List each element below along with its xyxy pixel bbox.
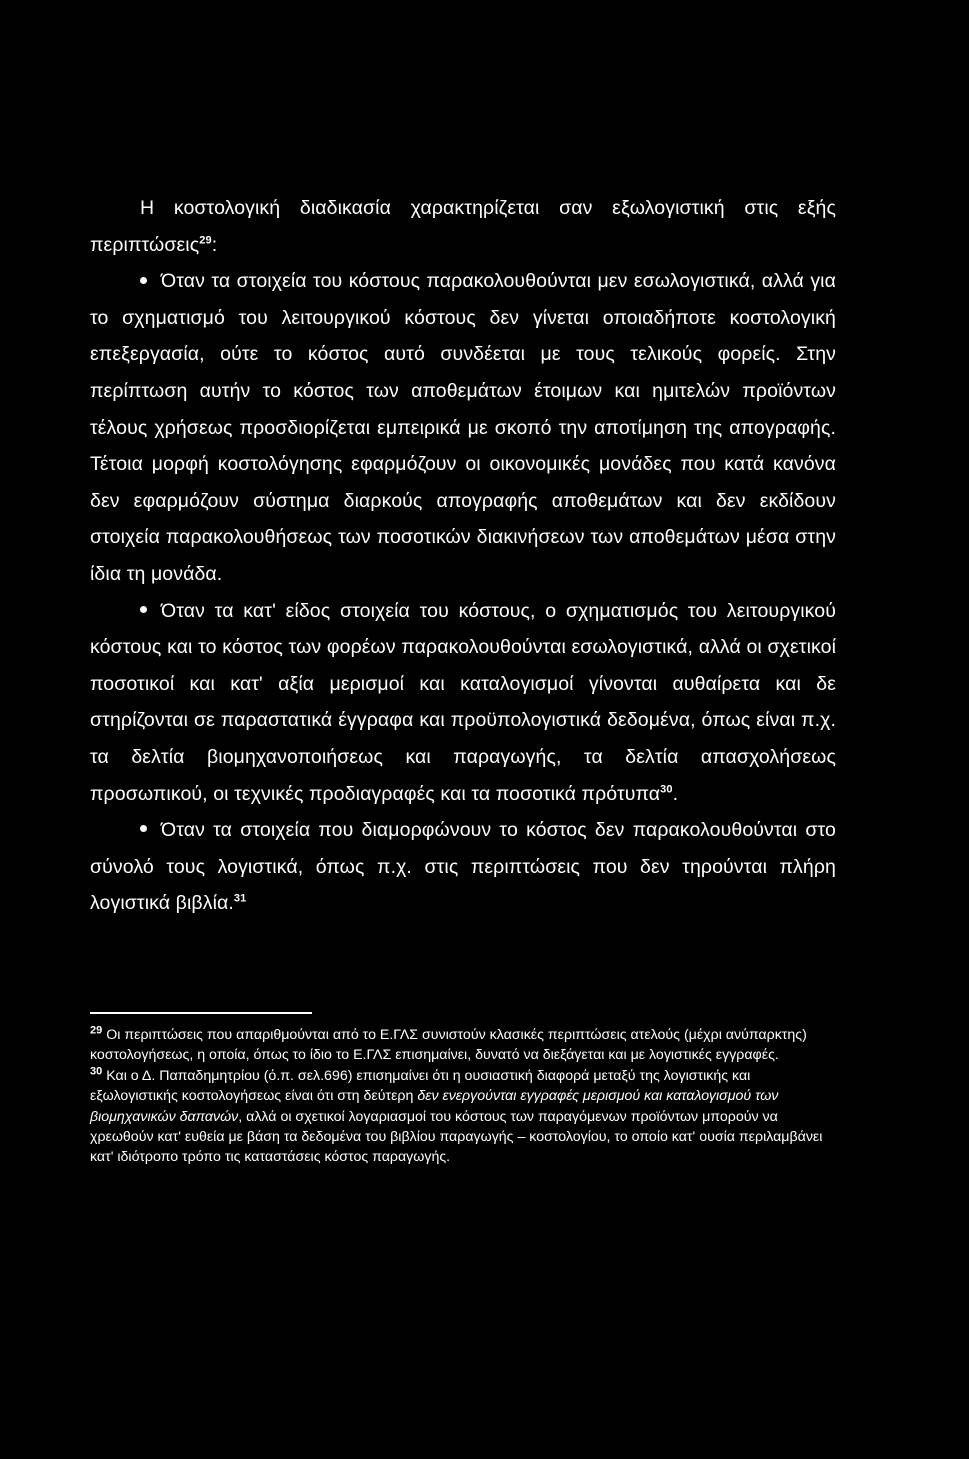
bullet-dot-icon (140, 277, 147, 284)
intro-paragraph (90, 190, 836, 263)
intro-colon: : (211, 233, 218, 256)
footnote-ref-29: 29 (199, 234, 212, 247)
footnote-separator (90, 1012, 312, 1014)
footnote-30-text-a: Και ο Δ. Παπαδημητρίου (ό.π. σελ.696) επισημαίνει ότι η ουσιαστική διαφορά μεταξύ της λογιστικής και εξωλογιστικής κοστολογήσεως είναι ότι στη δεύτερη (90, 1067, 751, 1105)
bullet-dot-icon (140, 606, 147, 613)
footnote-29-text: Οι περιπτώσεις που απαριθμούνται από το Ε.ΓΛΣ συνιστούν κλασικές περιπτώσεις ατελούς (μέχρι ανύπαρκτης) κοστολογήσεως, η οποία, όπως το ίδιο το Ε.ΓΛΣ επισημαίνει, δυνατό να διεξάγεται και με λογιστικές εγγραφές. (90, 1027, 807, 1064)
footnote-number-30: 30 (90, 1065, 103, 1078)
footnote-number-29: 29 (90, 1024, 103, 1037)
main-text (90, 190, 836, 922)
bullet-dot-icon (140, 825, 147, 832)
footnote-29 (90, 1025, 830, 1066)
bullet-tail-2: . (672, 782, 679, 805)
bullet-item-3 (90, 812, 836, 922)
footnotes (90, 1025, 830, 1168)
bullet-text-2: Όταν τα κατ' είδος στοιχεία του κόστους, ο σχηματισμός του λειτουργικού κόστους και το κόστος των φορέων παρακολουθούνται εσωλογιστικά, αλλά οι σχετικοί ποσοτικοί και κατ' αξία μερισμοί και καταλογισμοί γίνονται αυθαίρετα και δε στηρίζονται σε παραστατικά έγγραφα και προϋπολογιστικά δεδομένα, όπως είναι π.χ. τα δελτία βιομηχανοποιήσεως και παραγωγής, τα δελτία απασχολήσεως προσωπικού, οι τεχνικές προδιαγραφές και τα ποσοτικά πρότυπα (90, 599, 836, 805)
footnote-30-text-b: , αλλά οι σχετικοί λογαριασμοί του κόστους των παραγόμενων προϊόντων μπορούν να χρεωθούν κατ' ευθεία με βάση τα δεδομένα του βιβλίου παραγωγής – κοστολογίου, το οποίο κατ' ουσία περιλαμβάνει κατ' ιδιότροπο τρόπο τις καταστάσεις κόστος παραγωγής. (90, 1108, 823, 1166)
footnote-ref-31: 31 (233, 892, 247, 905)
bullet-text-3: Όταν τα στοιχεία που διαμορφώνουν το κόστος δεν παρακολουθούνται στο σύνολό τους λογιστικά, όπως π.χ. στις περιπτώσεις που δεν τηρούνται πλήρη λογιστικά βιβλία. (90, 819, 836, 915)
footnote-ref-30: 30 (660, 783, 673, 795)
bullet-text-1: Όταν τα στοιχεία του κόστους παρακολουθούνται μεν εσωλογιστικά, αλλά για το σχηματισμό του λειτουργικού κόστους δεν γίνεται οποιαδήποτε κοστολογική επεξεργασία, ούτε το κόστος αυτό συνδέεται με τους τελικούς φορείς. Στην περίπτωση αυτήν το κόστος των αποθεμάτων έτοιμων και ημιτελών προϊόντων τέλους χρήσεως προσδιορίζεται εμπειρικά με σκοπό την αποτίμηση της απογραφής. Τέτοια μορφή κοστολόγησης εφαρμόζουν οι οικονομικές μονάδες που κατά κανόνα δεν εφαρμόζουν σύστημα διαρκούς απογραφής αποθεμάτων και δεν εκδίδουν στοιχεία παρακολουθήσεως των ποσοτικών διακινήσεων των αποθεμάτων μέσα στην ίδια τη μονάδα. (90, 270, 836, 585)
footnote-30-italic: δεν ενεργούνται εγγραφές μερισμού και καταλογισμού των βιομηχανικών δαπανών (90, 1088, 779, 1125)
bullet-item-1 (90, 263, 836, 592)
intro-text: Η κοστολογική διαδικασία χαρακτηρίζεται σαν εξωλογιστική στις εξής περιπτώσεις (90, 197, 836, 256)
bullet-item-2 (90, 593, 836, 813)
footnote-30 (90, 1066, 830, 1168)
